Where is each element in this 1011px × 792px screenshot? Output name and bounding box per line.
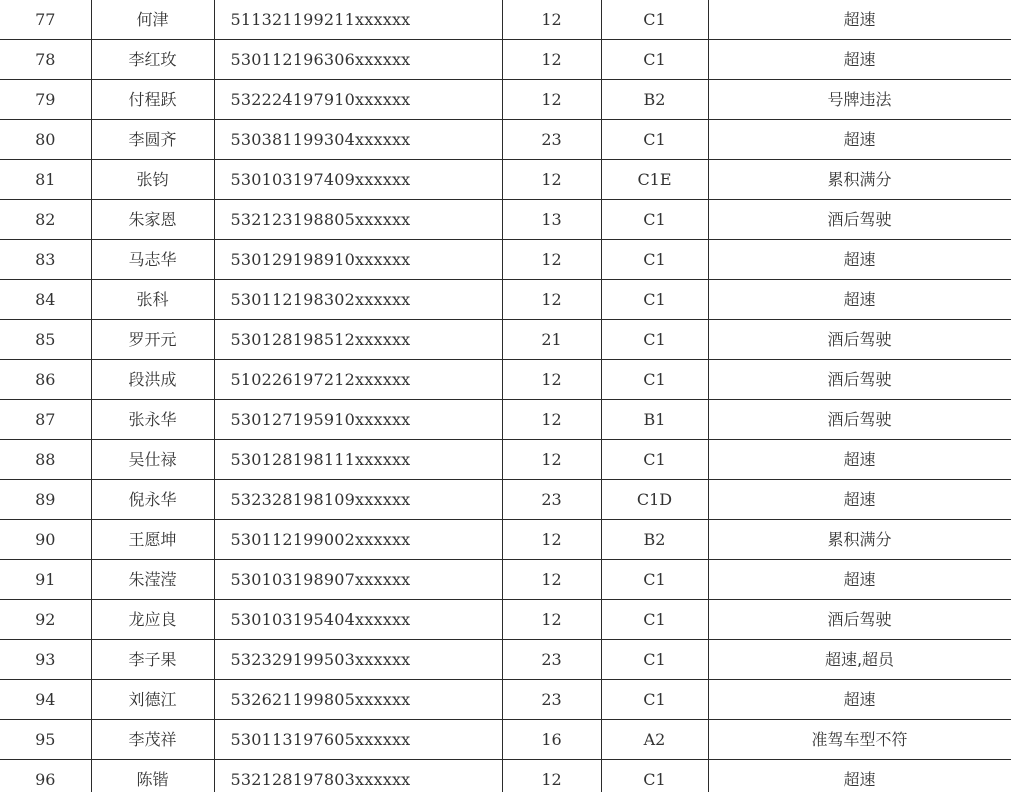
- violation-cell: 超速: [708, 440, 1011, 480]
- table-row: [0, 520, 1011, 560]
- license-class-cell: C1: [601, 320, 708, 360]
- id-number-cell: 530112199002xxxxxx: [214, 520, 502, 560]
- points-cell: 12: [502, 160, 601, 200]
- table-row: [0, 640, 1011, 680]
- driver-name-cell: 张钧: [91, 160, 214, 200]
- license-class-cell: C1D: [601, 480, 708, 520]
- driver-name-cell: 张永华: [91, 400, 214, 440]
- points-cell: 16: [502, 720, 601, 760]
- driver-name-cell: 陈锴: [91, 760, 214, 792]
- table-row: [0, 560, 1011, 600]
- row-number-cell: 88: [0, 440, 91, 480]
- table-row: [0, 80, 1011, 120]
- table-row: [0, 360, 1011, 400]
- license-class-cell: C1: [601, 760, 708, 792]
- row-number-cell: 80: [0, 120, 91, 160]
- table-row: [0, 120, 1011, 160]
- driver-name-cell: 朱家恩: [91, 200, 214, 240]
- license-class-cell: C1E: [601, 160, 708, 200]
- violation-cell: 准驾车型不符: [708, 720, 1011, 760]
- points-cell: 23: [502, 480, 601, 520]
- table-row: [0, 600, 1011, 640]
- id-number-cell: 530129198910xxxxxx: [214, 240, 502, 280]
- id-number-cell: 530381199304xxxxxx: [214, 120, 502, 160]
- row-number-cell: 84: [0, 280, 91, 320]
- driver-name-cell: 李红玫: [91, 40, 214, 80]
- id-number-cell: 510226197212xxxxxx: [214, 360, 502, 400]
- license-class-cell: C1: [601, 240, 708, 280]
- row-number-cell: 83: [0, 240, 91, 280]
- id-number-cell: 530112198302xxxxxx: [214, 280, 502, 320]
- row-number-cell: 85: [0, 320, 91, 360]
- license-class-cell: B2: [601, 520, 708, 560]
- license-class-cell: A2: [601, 720, 708, 760]
- driver-name-cell: 吴仕禄: [91, 440, 214, 480]
- violation-cell: 酒后驾驶: [708, 360, 1011, 400]
- points-cell: 23: [502, 640, 601, 680]
- violation-cell: 超速: [708, 0, 1011, 40]
- driver-name-cell: 王愿坤: [91, 520, 214, 560]
- id-number-cell: 530103197409xxxxxx: [214, 160, 502, 200]
- row-number-cell: 89: [0, 480, 91, 520]
- violation-cell: 累积满分: [708, 520, 1011, 560]
- table-row: [0, 440, 1011, 480]
- id-number-cell: 530103195404xxxxxx: [214, 600, 502, 640]
- violation-cell: 超速: [708, 480, 1011, 520]
- driver-name-cell: 李茂祥: [91, 720, 214, 760]
- row-number-cell: 87: [0, 400, 91, 440]
- license-class-cell: C1: [601, 120, 708, 160]
- points-cell: 12: [502, 760, 601, 792]
- violation-cell: 酒后驾驶: [708, 400, 1011, 440]
- row-number-cell: 96: [0, 760, 91, 792]
- violation-cell: 超速: [708, 760, 1011, 792]
- table-row: [0, 40, 1011, 80]
- id-number-cell: 532123198805xxxxxx: [214, 200, 502, 240]
- driver-name-cell: 何津: [91, 0, 214, 40]
- points-cell: 12: [502, 400, 601, 440]
- table-row: [0, 760, 1011, 792]
- points-cell: 12: [502, 40, 601, 80]
- license-class-cell: C1: [601, 280, 708, 320]
- violation-cell: 酒后驾驶: [708, 200, 1011, 240]
- license-class-cell: C1: [601, 0, 708, 40]
- id-number-cell: 532328198109xxxxxx: [214, 480, 502, 520]
- table-row: [0, 160, 1011, 200]
- driver-name-cell: 马志华: [91, 240, 214, 280]
- id-number-cell: 530103198907xxxxxx: [214, 560, 502, 600]
- license-class-cell: B2: [601, 80, 708, 120]
- points-cell: 23: [502, 120, 601, 160]
- violation-cell: 超速: [708, 680, 1011, 720]
- table-row: [0, 280, 1011, 320]
- violation-cell: 超速,超员: [708, 640, 1011, 680]
- violation-cell: 酒后驾驶: [708, 600, 1011, 640]
- driver-name-cell: 倪永华: [91, 480, 214, 520]
- table-row: [0, 320, 1011, 360]
- driver-name-cell: 刘德江: [91, 680, 214, 720]
- row-number-cell: 94: [0, 680, 91, 720]
- license-class-cell: C1: [601, 560, 708, 600]
- table-row: [0, 400, 1011, 440]
- driver-name-cell: 李圆齐: [91, 120, 214, 160]
- license-class-cell: C1: [601, 600, 708, 640]
- row-number-cell: 95: [0, 720, 91, 760]
- license-class-cell: C1: [601, 680, 708, 720]
- table-row: [0, 0, 1011, 40]
- points-cell: 21: [502, 320, 601, 360]
- row-number-cell: 82: [0, 200, 91, 240]
- id-number-cell: 530128198512xxxxxx: [214, 320, 502, 360]
- row-number-cell: 92: [0, 600, 91, 640]
- driver-name-cell: 付程跃: [91, 80, 214, 120]
- points-cell: 12: [502, 440, 601, 480]
- driver-name-cell: 李子果: [91, 640, 214, 680]
- points-cell: 12: [502, 520, 601, 560]
- id-number-cell: 530127195910xxxxxx: [214, 400, 502, 440]
- row-number-cell: 90: [0, 520, 91, 560]
- id-number-cell: 532329199503xxxxxx: [214, 640, 502, 680]
- driver-name-cell: 段洪成: [91, 360, 214, 400]
- points-cell: 12: [502, 560, 601, 600]
- license-class-cell: C1: [601, 200, 708, 240]
- table-row: [0, 200, 1011, 240]
- table-row: [0, 240, 1011, 280]
- violation-cell: 超速: [708, 120, 1011, 160]
- table-row: [0, 680, 1011, 720]
- license-class-cell: C1: [601, 360, 708, 400]
- row-number-cell: 81: [0, 160, 91, 200]
- id-number-cell: 530113197605xxxxxx: [214, 720, 502, 760]
- violation-cell: 累积满分: [708, 160, 1011, 200]
- violation-cell: 号牌违法: [708, 80, 1011, 120]
- license-class-cell: C1: [601, 640, 708, 680]
- row-number-cell: 91: [0, 560, 91, 600]
- points-cell: 12: [502, 0, 601, 40]
- violation-cell: 超速: [708, 560, 1011, 600]
- violation-cell: 超速: [708, 40, 1011, 80]
- violation-cell: 超速: [708, 280, 1011, 320]
- points-cell: 12: [502, 280, 601, 320]
- table-row: [0, 720, 1011, 760]
- driver-name-cell: 龙应良: [91, 600, 214, 640]
- license-class-cell: C1: [601, 40, 708, 80]
- id-number-cell: 530128198111xxxxxx: [214, 440, 502, 480]
- row-number-cell: 93: [0, 640, 91, 680]
- row-number-cell: 79: [0, 80, 91, 120]
- license-class-cell: C1: [601, 440, 708, 480]
- id-number-cell: 530112196306xxxxxx: [214, 40, 502, 80]
- points-cell: 12: [502, 600, 601, 640]
- table-row: [0, 480, 1011, 520]
- points-cell: 13: [502, 200, 601, 240]
- id-number-cell: 511321199211xxxxxx: [214, 0, 502, 40]
- points-cell: 23: [502, 680, 601, 720]
- id-number-cell: 532224197910xxxxxx: [214, 80, 502, 120]
- driver-name-cell: 朱滢滢: [91, 560, 214, 600]
- violation-cell: 酒后驾驶: [708, 320, 1011, 360]
- driver-name-cell: 罗开元: [91, 320, 214, 360]
- row-number-cell: 77: [0, 0, 91, 40]
- points-cell: 12: [502, 80, 601, 120]
- license-class-cell: B1: [601, 400, 708, 440]
- violation-cell: 超速: [708, 240, 1011, 280]
- id-number-cell: 532128197803xxxxxx: [214, 760, 502, 792]
- points-cell: 12: [502, 360, 601, 400]
- id-number-cell: 532621199805xxxxxx: [214, 680, 502, 720]
- row-number-cell: 78: [0, 40, 91, 80]
- row-number-cell: 86: [0, 360, 91, 400]
- points-cell: 12: [502, 240, 601, 280]
- driver-name-cell: 张科: [91, 280, 214, 320]
